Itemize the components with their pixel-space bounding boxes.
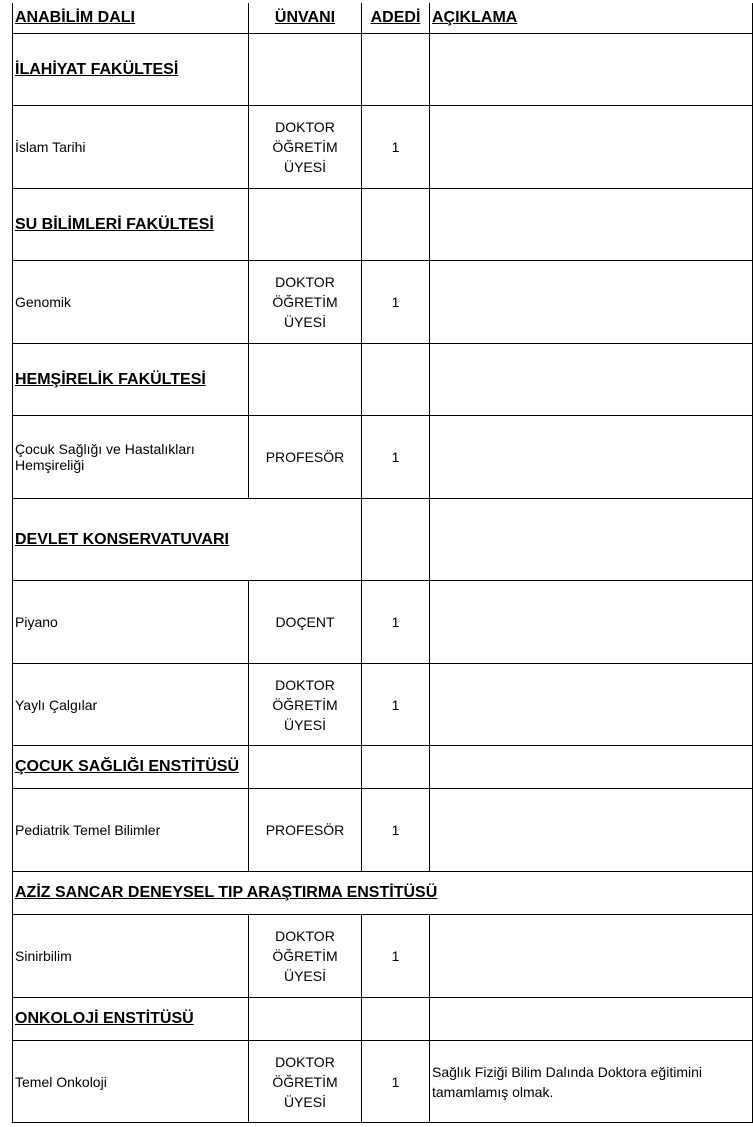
note-line: Sağlık Fiziği Bilim Dalında Doktora eğitimini [432,1063,702,1080]
empty-cell [249,189,362,261]
dept-line: Hemşireliği [15,457,85,473]
table-header-row [13,3,753,34]
table-row [13,581,753,664]
count-cell: 1 [362,1041,430,1123]
title-line: ÜYESİ [283,1093,326,1110]
table-row [13,789,753,872]
empty-cell [430,998,753,1041]
faculty-row [13,998,753,1041]
empty-cell [362,998,430,1041]
title-line: ÖĞRETİM [272,696,338,713]
table-row [13,664,753,746]
faculty-name: ONKOLOJİ ENSTİTÜSÜ [13,998,249,1041]
dept-name: Piyano [13,581,249,664]
empty-cell [249,344,362,416]
note-cell [430,789,753,872]
faculty-row [13,746,753,789]
empty-cell [249,998,362,1041]
empty-cell [362,746,430,789]
count-cell: 1 [362,789,430,872]
title-cell [249,915,362,998]
title-cell [249,1041,362,1123]
title-line: DOKTOR [275,928,335,944]
title-cell [249,664,362,746]
title-line: ÖĞRETİM [272,294,338,310]
note-cell [430,581,753,664]
note-cell [430,416,753,499]
note-cell [430,106,753,189]
faculty-name: AZİZ SANCAR DENEYSEL TIP ARAŞTIRMA ENSTİTÜSÜ [13,872,753,915]
title-cell: PROFESÖR [249,416,362,499]
note-cell [430,915,753,998]
table-row [13,106,753,189]
table-row [13,261,753,344]
dept-name: İslam Tarihi [13,106,249,189]
faculty-name: HEMŞİRELİK FAKÜLTESİ [13,344,249,416]
faculty-name: ÇOCUK SAĞLIĞI ENSTİTÜSÜ [13,746,249,789]
title-line: ÜYESİ [283,314,326,330]
title-cell [249,261,362,344]
empty-cell [430,344,753,416]
table-row [13,416,753,499]
dept-line: Çocuk Sağlığı ve Hastalıkları [15,441,195,457]
dept-name: Yaylı Çalgılar [13,664,249,746]
header-adet: ADEDİ [362,3,430,34]
faculty-row [13,499,753,581]
title-line: ÖĞRETİM [272,948,338,964]
dept-name: Temel Onkoloji [13,1041,249,1123]
empty-cell [249,34,362,106]
count-cell: 1 [362,664,430,746]
note-cell [430,664,753,746]
count-cell: 1 [362,106,430,189]
table-row [13,915,753,998]
empty-cell [362,189,430,261]
dept-name: Sinirbilim [13,915,249,998]
faculty-row [13,189,753,261]
title-cell [249,106,362,189]
faculty-row [13,872,753,915]
table-row [13,1041,753,1123]
note-cell [430,1041,753,1123]
title-line: ÖĞRETİM [272,139,338,155]
empty-cell [430,189,753,261]
faculty-row [13,34,753,106]
title-cell: DOÇENT [249,581,362,664]
note-line: tamamlamış olmak. [432,1083,554,1100]
title-cell: PROFESÖR [249,789,362,872]
empty-cell [362,499,430,581]
title-line: DOKTOR [275,274,335,290]
empty-cell [430,34,753,106]
faculty-name: SU BİLİMLERİ FAKÜLTESİ [13,189,249,261]
title-line: ÜYESİ [283,716,326,733]
empty-cell [362,344,430,416]
title-line: ÖĞRETİM [272,1073,338,1090]
header-aciklama: AÇIKLAMA [430,3,753,34]
title-line: DOKTOR [275,676,335,693]
count-cell: 1 [362,915,430,998]
empty-cell [430,746,753,789]
faculty-name: İLAHİYAT FAKÜLTESİ [13,34,249,106]
title-line: ÜYESİ [283,968,326,984]
count-cell: 1 [362,581,430,664]
positions-table [12,3,753,1123]
empty-cell [430,499,753,581]
count-cell: 1 [362,261,430,344]
faculty-row [13,344,753,416]
dept-name: Genomik [13,261,249,344]
dept-name: Pediatrik Temel Bilimler [13,789,249,872]
title-line: ÜYESİ [283,159,326,175]
title-line: DOKTOR [275,119,335,135]
dept-name [13,416,249,499]
empty-cell [362,34,430,106]
title-line: DOKTOR [275,1053,335,1070]
empty-cell [249,746,362,789]
header-unvan: ÜNVANI [249,3,362,34]
count-cell: 1 [362,416,430,499]
note-cell [430,261,753,344]
faculty-name: DEVLET KONSERVATUVARI [13,499,362,581]
header-anabilim: ANABİLİM DALI [13,3,249,34]
